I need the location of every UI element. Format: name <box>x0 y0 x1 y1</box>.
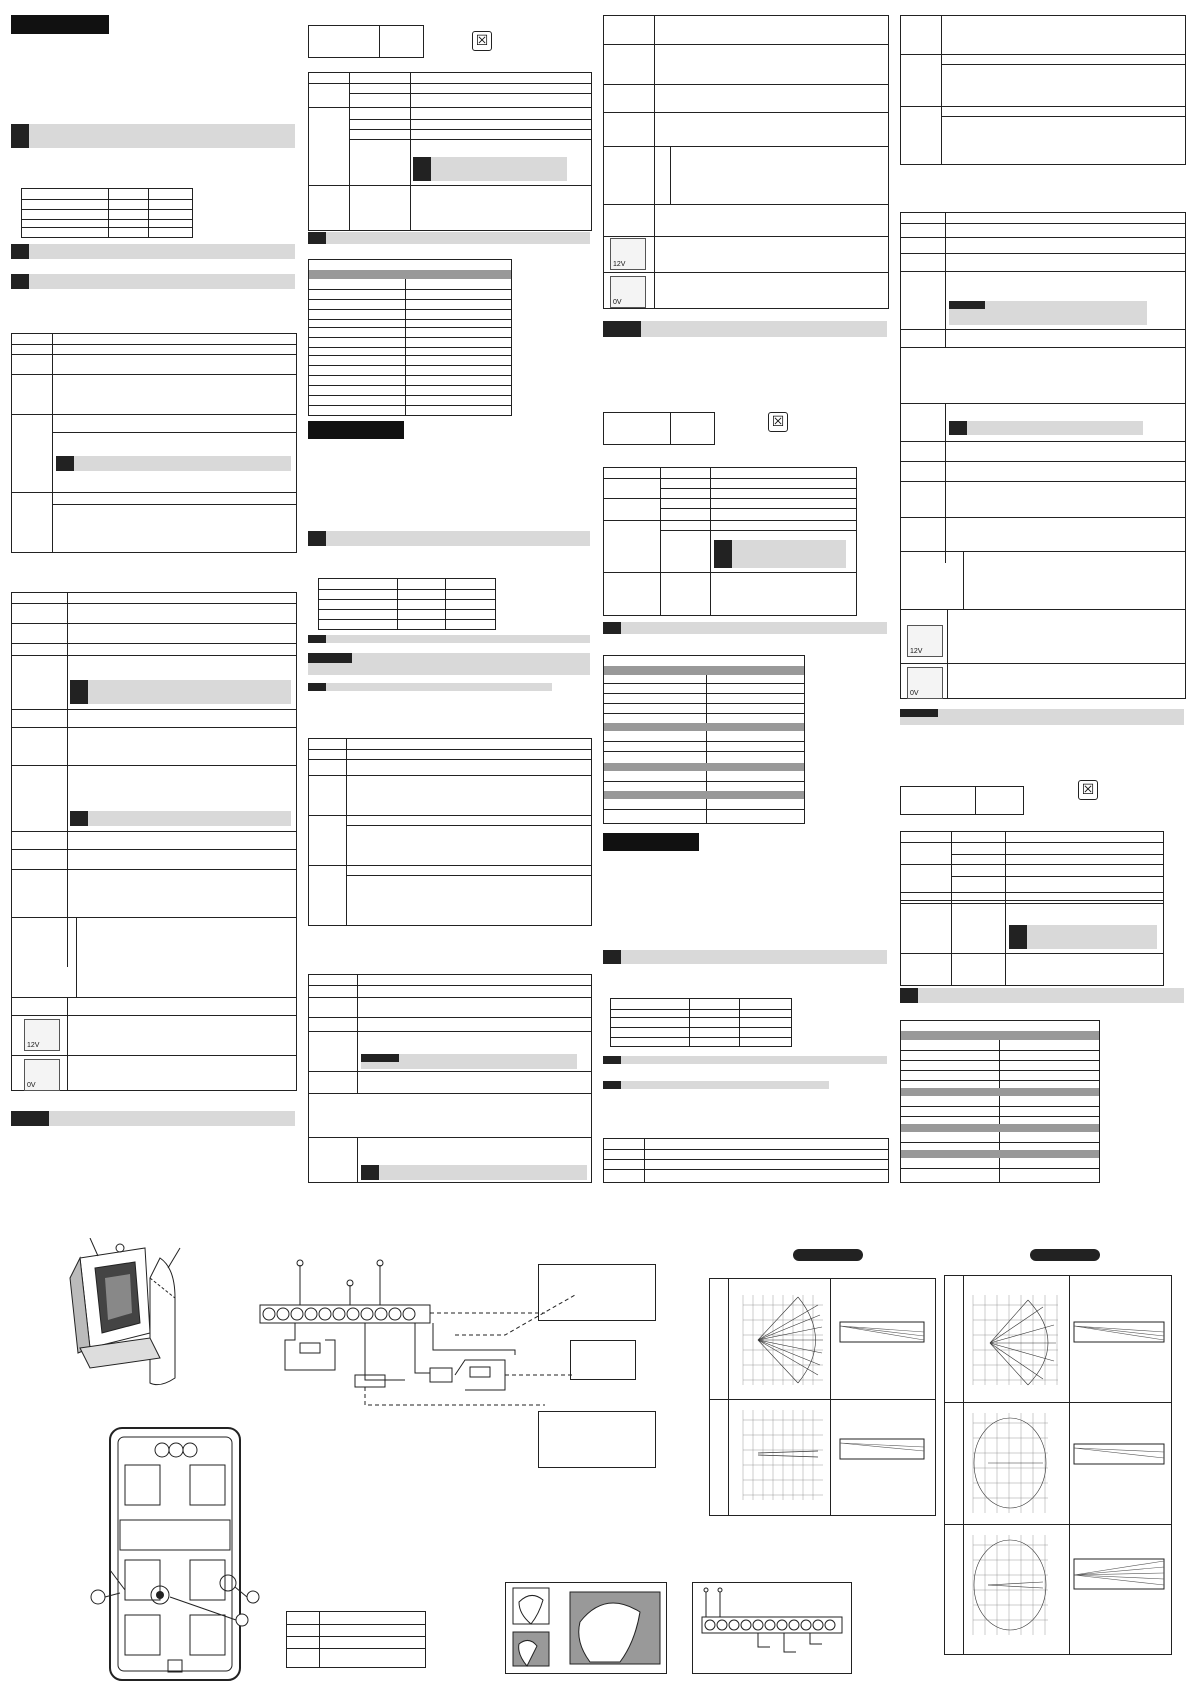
terminal-block-diagram <box>692 1582 852 1674</box>
jumper-block-bottom <box>538 1411 656 1468</box>
pattern-label-b <box>1030 1249 1100 1261</box>
note-banner <box>308 635 590 643</box>
section-banner <box>603 321 887 337</box>
coverage-plot-top-view-b1 <box>968 1285 1064 1395</box>
setting-example-box <box>308 25 424 58</box>
note-banner <box>900 988 1184 1003</box>
settings-table-12 <box>900 892 1164 986</box>
coverage-plot-top-view-a2 <box>738 1405 828 1505</box>
dip-switch-icon: 0V <box>907 667 943 699</box>
settings-table-9 <box>900 15 1186 165</box>
spec-table-small <box>318 578 496 630</box>
back-plate-illustration <box>90 1425 260 1683</box>
settings-table-2 <box>11 592 297 1091</box>
note-banner <box>11 244 295 259</box>
coverage-plot-top-view-b3 <box>968 1530 1064 1640</box>
dip-switch-icon: 0V <box>610 276 646 308</box>
pattern-label-a <box>793 1249 863 1261</box>
spec-table-2 <box>603 655 805 824</box>
coverage-plot-side-view-a1 <box>838 1318 926 1348</box>
section-title-bar <box>308 421 404 439</box>
spec-table-small <box>610 998 792 1047</box>
spec-table-3 <box>900 1020 1100 1183</box>
note-banner <box>11 274 295 289</box>
coverage-plot-side-view-b1 <box>1072 1318 1166 1348</box>
detection-pattern-legend <box>505 1582 667 1674</box>
section-banner <box>900 709 1184 725</box>
coverage-plot-side-view-b2 <box>1072 1440 1166 1470</box>
dip-switch-icon: 12V <box>610 238 646 270</box>
settings-table-7 <box>603 467 857 616</box>
section-title-bar <box>11 15 109 34</box>
note-banner <box>308 531 590 546</box>
settings-table-1 <box>11 333 297 553</box>
coverage-plot-side-view-a2 <box>838 1435 926 1465</box>
note-banner <box>603 1056 887 1064</box>
settings-table-10 <box>900 212 1186 699</box>
close-box-icon: ☒ <box>472 31 492 51</box>
section-title-bar <box>603 833 699 851</box>
settings-table-8 <box>603 1138 889 1183</box>
section-banner <box>308 653 590 675</box>
setting-example-box <box>900 786 1024 815</box>
note-banner <box>603 950 887 964</box>
settings-table-11 <box>900 831 1164 901</box>
legend-table-small <box>286 1611 426 1668</box>
setting-example-box <box>603 412 715 445</box>
dip-switch-icon: 0V <box>24 1059 60 1091</box>
close-box-icon: ☒ <box>1078 780 1098 800</box>
coverage-plot-top-view-a1 <box>738 1285 828 1395</box>
spec-table-small <box>21 188 193 238</box>
settings-table-4 <box>308 738 592 926</box>
coverage-plot-top-view-b2 <box>968 1408 1064 1518</box>
jumper-block-top <box>538 1264 656 1321</box>
dip-switch-icon: 12V <box>24 1019 60 1051</box>
coverage-plot-side-view-b3 <box>1072 1555 1166 1595</box>
section-banner <box>11 1111 295 1126</box>
settings-table-6 <box>603 15 889 309</box>
note-banner <box>603 622 887 634</box>
dip-switch-icon: 12V <box>907 625 943 657</box>
note-banner <box>11 124 295 148</box>
note-banner <box>308 232 590 244</box>
note-banner <box>308 683 552 691</box>
jumper-block-middle <box>570 1340 636 1380</box>
close-box-icon: ☒ <box>768 412 788 432</box>
settings-table-3 <box>308 72 592 231</box>
spec-table-1 <box>308 259 512 416</box>
note-banner <box>603 1081 829 1089</box>
detector-exploded-illustration <box>50 1238 200 1398</box>
settings-table-5 <box>308 974 592 1183</box>
